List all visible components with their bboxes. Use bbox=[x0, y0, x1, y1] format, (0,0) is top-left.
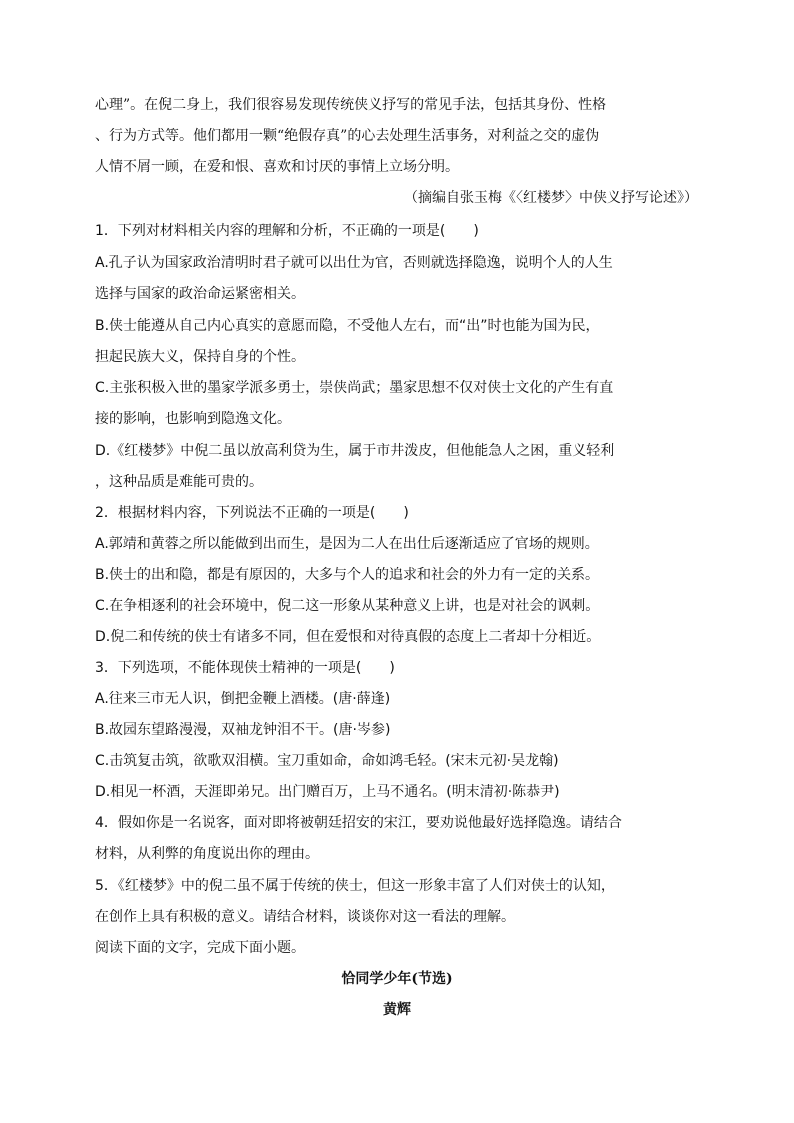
option-c: C.主张积极入世的墨家学派多勇士，崇侠尚武；墨家思想不仅对侠士文化的产生有直 bbox=[95, 380, 614, 396]
excerpt-line: 人情不屑一顾，在爱和恨、喜欢和讨厌的事情上立场分明。 bbox=[95, 159, 459, 175]
option-b-cont: 担起民族大义，保持自身的个性。 bbox=[95, 349, 305, 365]
option-c: C.在争相逐利的社会环境中，倪二这一形象从某种意义上讲，也是对社会的讽刺。 bbox=[95, 598, 600, 614]
option-a-cont: 选择与国家的政治命运紧密相关。 bbox=[95, 286, 305, 302]
question-stem: 1．下列对材料相关内容的理解和分析，不正确的一项是( ) bbox=[95, 223, 479, 239]
option-c-cont: 接的影响，也影响到隐逸文化。 bbox=[95, 411, 291, 427]
option-d-cont: ，这种品质是难能可贵的。 bbox=[95, 474, 263, 490]
question-text-cont: 在创作上具有积极的意义。请结合材料，谈谈你对这一看法的理解。 bbox=[95, 909, 515, 925]
question-text: 5．《红楼梦》中的倪二虽不属于传统的侠士，但这一形象丰富了人们对侠士的认知， bbox=[95, 878, 615, 894]
option-b: B.故园东望路漫漫，双袖龙钟泪不干。(唐·岑参) bbox=[95, 722, 391, 738]
reading-instruction: 阅读下面的文字，完成下面小题。 bbox=[95, 940, 305, 956]
option-b: B.侠士的出和隐，都是有原因的，大多与个人的追求和社会的外力有一定的关系。 bbox=[95, 567, 600, 583]
option-c: C.击筑复击筑，欲歌双泪横。宝刀重如命，命如鸿毛轻。(宋末元初·吴龙翰) bbox=[95, 753, 559, 769]
option-a: A.往来三市无人识，倒把金鞭上酒楼。(唐·薛逢) bbox=[95, 691, 391, 707]
excerpt-source: （摘编自张玉梅《〈红楼梦〉中侠义抒写论述》） bbox=[404, 190, 698, 206]
question-text-cont: 材料，从利弊的角度说出你的理由。 bbox=[95, 846, 319, 862]
option-d: D.《红楼梦》中倪二虽以放高利贷为生，属于市井泼皮，但他能急人之困，重义轻利 bbox=[95, 443, 615, 459]
option-d: D.相见一杯酒，天涯即弟兄。出门赠百万，上马不通名。(明末清初·陈恭尹) bbox=[95, 784, 560, 800]
excerpt-line: 、行为方式等。他们都用一颗“绝假存真”的心去处理生活事务，对利益之交的虚伪 bbox=[95, 128, 600, 144]
option-d: D.倪二和传统的侠士有诸多不同，但在爱恨和对待真假的态度上二者却十分相近。 bbox=[95, 629, 601, 645]
question-text: 4．假如你是一名说客，面对即将被朝廷招安的宋江，要劝说他最好选择隐逸。请结合 bbox=[95, 815, 622, 831]
question-stem: 2．根据材料内容，下列说法不正确的一项是( ) bbox=[95, 505, 409, 521]
question-stem: 3．下列选项，不能体现侠士精神的一项是( ) bbox=[95, 660, 395, 676]
option-a: A.孔子认为国家政治清明时君子就可以出仕为官，否则就选择隐逸，说明个人的人生 bbox=[95, 255, 613, 271]
passage-title: 恰同学少年(节选) bbox=[341, 971, 453, 987]
excerpt-line: 心理”。在倪二身上，我们很容易发现传统侠义抒写的常见手法，包括其身份、性格 bbox=[95, 97, 607, 113]
option-a: A.郭靖和黄蓉之所以能做到出而生，是因为二人在出仕后逐渐适应了官场的规则。 bbox=[95, 536, 599, 552]
passage-author: 黄辉 bbox=[383, 1002, 411, 1018]
option-b: B.侠士能遵从自己内心真实的意愿而隐，不受他人左右，而“出”时也能为国为民， bbox=[95, 318, 600, 334]
